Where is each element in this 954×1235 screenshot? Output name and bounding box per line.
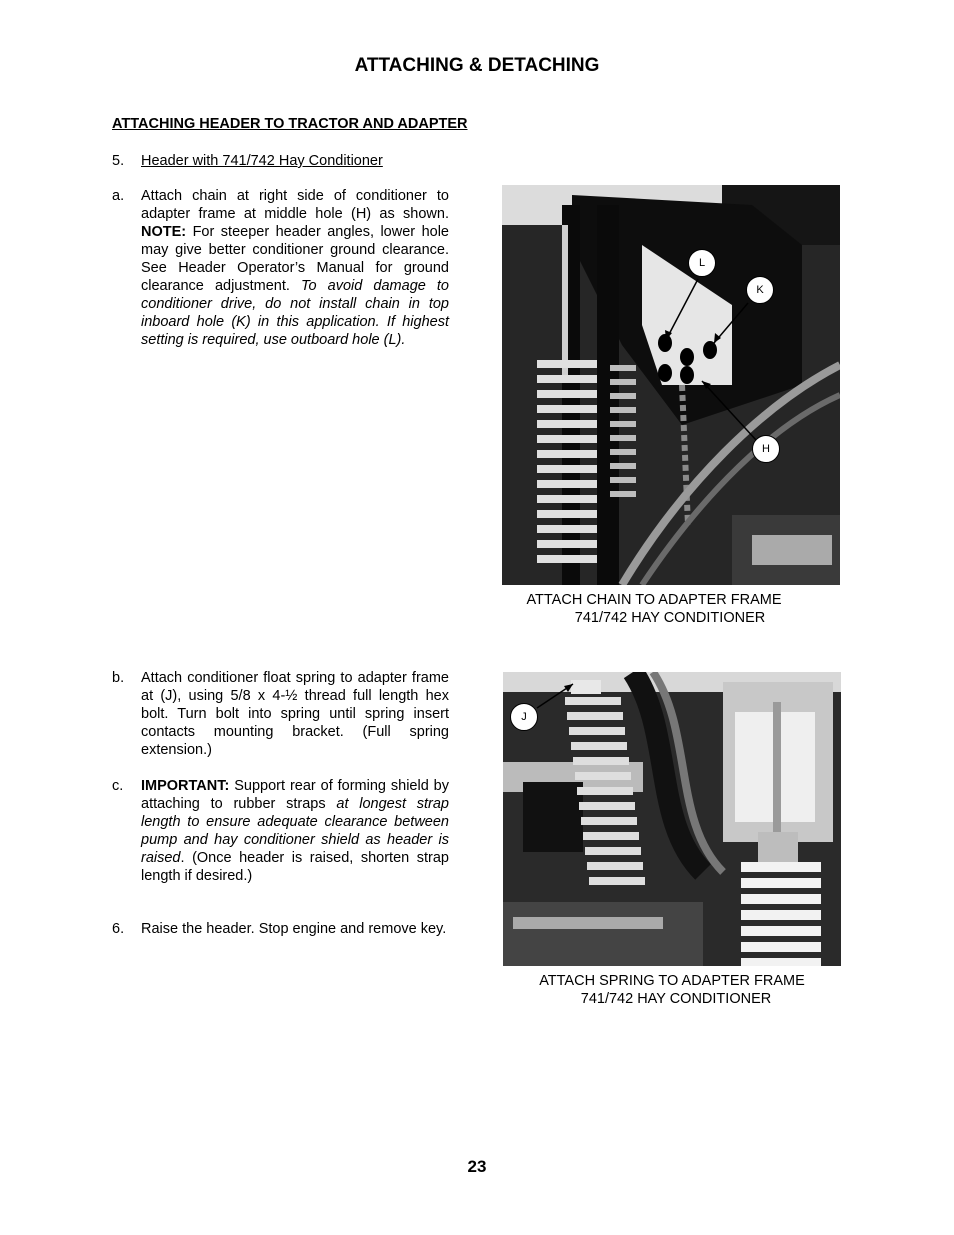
photo-chain-adapter-frame [502,185,840,585]
callout-k: K [746,276,774,304]
section-title: ATTACHING HEADER TO TRACTOR AND ADAPTER [112,116,468,132]
step-b-text: Attach conditioner float spring to adapter frame at (J), using 5/8 x 4-½ thread full length hex bolt. Turn bolt into spring until spring insert contacts mounting bracket. (Full spring extension.) [141,670,449,758]
step-a-note-text: For steeper header angles, lower hole may give better conditioner ground clearance. See Header Operator’s Manual for ground clearance adjustment. [141,224,449,294]
step-c-text-end: . (Once header is raised, shorten strap length if desired.) [141,850,449,884]
step-c-number: c. [112,778,124,794]
step-6-text: Raise the header. Stop engine and remove key. [141,921,447,937]
callout-l: L [688,249,716,277]
step-c-important-label: IMPORTANT: [141,778,230,794]
step-c-body [141,777,449,885]
step-6-number: 6. [112,921,125,937]
page-title: ATTACHING & DETACHING [354,55,600,76]
figure-1-caption-line-2: 741/742 HAY CONDITIONER [574,610,766,626]
callout-h: H [752,435,780,463]
step-a-number: a. [112,188,125,204]
step-a-note-label: NOTE: [141,224,187,240]
page-number: 23 [467,1157,487,1176]
photo-illustration [502,185,840,585]
figure-2-caption-line-1: ATTACH SPRING TO ADAPTER FRAME [539,973,805,989]
step-c-italic: at longest strap length to ensure adequate clearance between pump and hay conditioner shield as header is raised [141,796,449,866]
step-5-text: Header with 741/742 Hay Conditioner [141,153,383,169]
figure-1-caption-line-1: ATTACH CHAIN TO ADAPTER FRAME [526,592,782,608]
step-a-text: Attach chain at right side of conditioner to adapter frame at middle hole (H) as shown. [141,188,449,222]
photo-spring-adapter-frame [503,672,841,966]
step-5-number: 5. [112,153,125,169]
callout-j: J [510,703,538,731]
figure-2-caption-line-2: 741/742 HAY CONDITIONER [580,991,772,1007]
photo-illustration-2 [503,672,841,966]
step-a-warning: To avoid damage to conditioner drive, do not install chain in top inboard hole (K) in this application. If highest setting is required, use outboard hole (L). [141,278,449,348]
step-c-text: Support rear of forming shield by attaching to rubber straps [141,778,449,812]
step-b-number: b. [112,670,125,686]
step-a-body [141,187,449,349]
